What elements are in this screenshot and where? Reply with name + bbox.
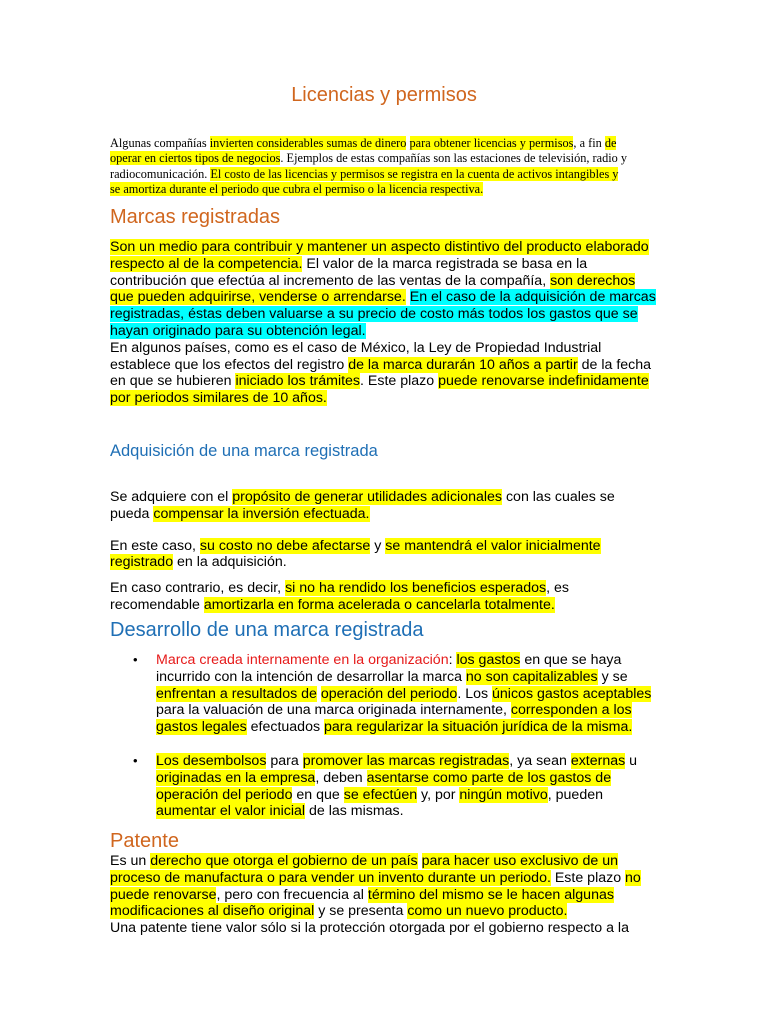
highlighted-text: para obtener licencias y permisos [409, 136, 574, 150]
highlighted-text: amortizarla en forma acelerada o cancelarla totalmente. [203, 596, 555, 613]
section-marcas [110, 239, 658, 407]
highlighted-text: externas [570, 752, 626, 769]
highlighted-text: El costo de las licencias y permisos se registra en la cuenta de activos intangibles y se amortiza durante el periodo que cubra el permiso o la licencia respectiva. [110, 166, 619, 196]
highlighted-text: se mantendrá el valor inicialmente registrado [110, 537, 601, 571]
highlighted-text: para regularizar la situación jurídica de la misma. [324, 719, 633, 736]
highlighted-text: únicos gastos aceptables [492, 685, 652, 702]
highlighted-text: no son capitalizables [465, 668, 598, 685]
text: . Este plazo [360, 373, 439, 390]
text: en que se haya incurrido con la intención de desarrollar la marca [156, 652, 622, 685]
highlighted-text: término del mismo se le hacen algunas modificaciones al diseño original [110, 886, 614, 920]
paragraph [110, 853, 658, 920]
highlighted-text: compensar la inversión efectuada. [153, 505, 370, 522]
bullet-icon: • [133, 752, 138, 768]
highlighted-text: como un nuevo producto. [407, 903, 568, 920]
highlighted-text: corresponden a los gastos legales [156, 702, 632, 736]
section-adquisicion [110, 489, 658, 614]
text: . Los [457, 685, 493, 702]
text: para la valuación de una marca originada internamente, [156, 702, 511, 719]
highlighted-text: de operar en ciertos tipos de negocios [110, 136, 617, 166]
highlighted-text: para hacer uso exclusivo de un proceso de manufactura o para vender un invento durante un periodo. [110, 853, 618, 886]
paragraph: Una patente tiene valor sólo si la protección otorgada por el gobierno respecto a la [110, 920, 629, 937]
highlighted-text: originadas en la empresa [156, 769, 316, 786]
highlighted-text: asentarse como parte de los gastos de operación del periodo [156, 769, 612, 803]
text: , pueden [547, 786, 603, 803]
text: y se [597, 668, 628, 685]
bullet-icon: • [133, 652, 138, 667]
highlighted-text: propósito de generar utilidades adicionales [232, 489, 503, 505]
text: y [370, 537, 386, 554]
text: y, por [417, 786, 460, 803]
paragraph [110, 239, 658, 340]
text: En este caso, [110, 537, 200, 554]
section-patente [110, 853, 658, 937]
heading-patente: Patente [110, 830, 179, 852]
text: de las mismas. [305, 803, 404, 820]
highlighted-text: aumentar el valor inicial [156, 803, 306, 820]
text: Es un [110, 853, 151, 869]
text: : [448, 652, 457, 668]
highlighted-text: no puede renovarse [110, 869, 641, 903]
text: Este plazo [550, 869, 626, 886]
list-item [133, 752, 656, 820]
heading-adquisicion: Adquisición de una marca registrada [110, 442, 378, 460]
paragraph [110, 489, 658, 523]
highlighted-text: su costo no debe afectarse [199, 537, 371, 554]
highlighted-text: de la marca durarán 10 años a partir [348, 356, 578, 373]
highlighted-text: Son un medio para contribuir y mantener un aspecto distintivo del producto elaborado respecto al de la competencia. [110, 239, 649, 272]
list-item [133, 652, 656, 736]
heading-desarrollo: Desarrollo de una marca registrada [110, 619, 424, 641]
highlighted-text: derecho que otorga el gobierno de un país [150, 853, 418, 869]
text: Se adquiere con el [110, 489, 233, 505]
intro-paragraph [110, 136, 630, 197]
text: , deben [315, 769, 367, 786]
highlighted-text: son derechos que pueden adquirirse, venderse o arrendarse. [110, 272, 636, 306]
highlighted-text: operación del periodo [320, 685, 458, 702]
text: para [266, 752, 303, 769]
paragraph [110, 580, 658, 614]
text: y se presenta [314, 903, 408, 920]
paragraph [110, 538, 658, 572]
highlighted-text: Los desembolsos [156, 752, 267, 769]
page-title: Licencias y permisos [291, 84, 477, 106]
text: de la fecha en que se hubieren [110, 356, 652, 390]
text: El valor de la marca registrada se basa en la contribución que efectúa al incremento de las ventas de la compañía, [110, 255, 588, 289]
highlighted-text: iniciado los trámites [235, 373, 361, 390]
text: En caso contrario, es decir, [110, 580, 286, 597]
text: En algunos países, como es el caso de México, la Ley de Propiedad Industrial establece que los efectos del registro [110, 339, 602, 373]
highlighted-text: se efectúen [343, 786, 418, 803]
text: Algunas compañías [110, 136, 210, 150]
highlighted-text: los gastos [456, 652, 521, 668]
text: , pero con frecuencia al [216, 886, 368, 903]
text [418, 853, 422, 869]
text: , a fin [573, 136, 605, 150]
highlighted-text: puede renovarse indefinidamente por periodos similares de 10 años. [110, 373, 649, 407]
highlighted-text: invierten considerables sumas de dinero [209, 136, 407, 150]
paragraph [110, 340, 658, 407]
heading-marcas-registradas: Marcas registradas [110, 206, 281, 228]
text: con las cuales se pueda [110, 489, 615, 522]
text: en que [292, 786, 344, 803]
highlighted-text: promover las marcas registradas [302, 752, 510, 769]
text: , es recomendable [110, 580, 570, 613]
text: en la adquisición. [173, 554, 287, 571]
text: . Ejemplos de estas compañías son las estaciones de televisión, radio y radiocomunicación. [110, 151, 628, 181]
highlighted-text: ningún motivo [459, 786, 548, 803]
red-text: Marca creada internamente en la organización [156, 652, 449, 668]
text: , ya sean [509, 752, 571, 769]
highlighted-text: enfrentan a resultados de [156, 685, 317, 702]
highlighted-text: si no ha rendido los beneficios esperados [285, 580, 547, 597]
text: efectuados [246, 719, 325, 736]
text: u [625, 752, 638, 769]
bullet-list [133, 652, 656, 820]
cyan-highlighted-text: En el caso de la adquisición de marcas registradas, éstas deben valuarse a su precio de costo más todos los gastos que se hayan originado para su obtención legal. [110, 289, 656, 339]
section-desarrollo [133, 652, 656, 820]
